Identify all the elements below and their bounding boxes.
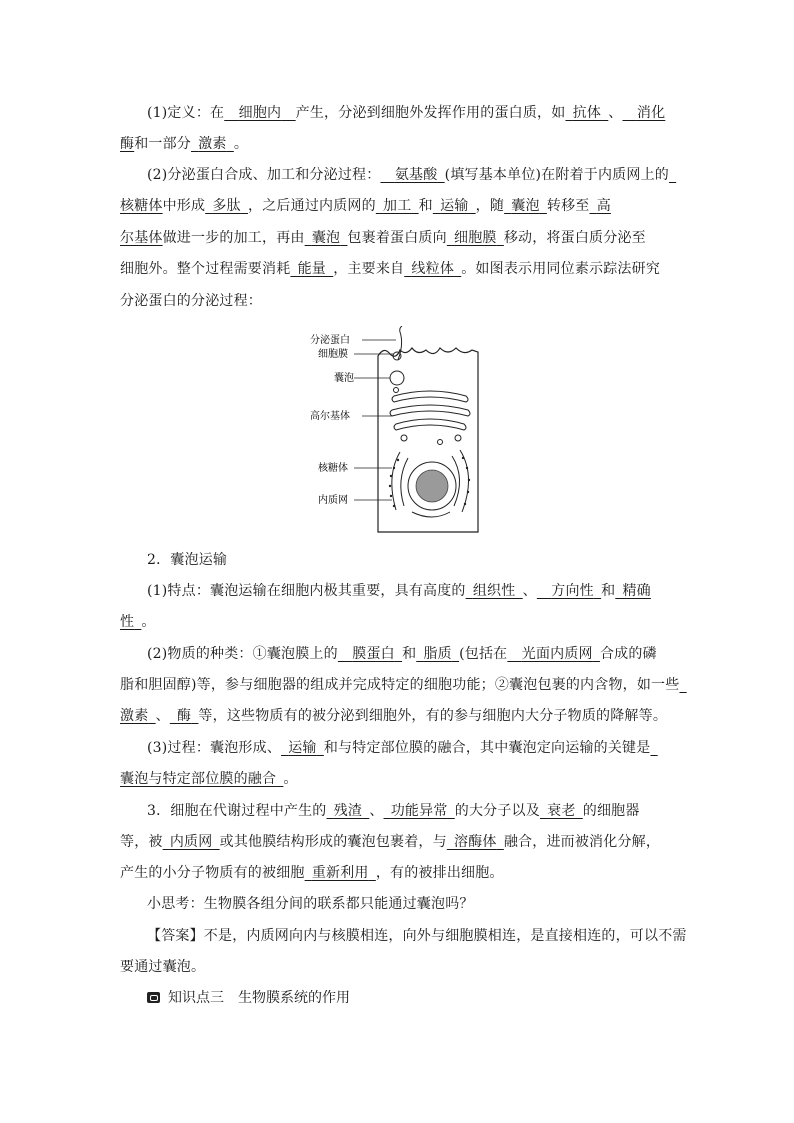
section-3-line-2: 等，被 内质网 或其他膜结构形成的囊泡包裹着，与 溶酶体 融合，进而被消化分解， bbox=[120, 834, 661, 850]
process-line-5: 分泌蛋白的分泌过程： bbox=[120, 293, 262, 309]
process-steps-line-2: 囊泡与特定部位膜的融合 。 bbox=[120, 771, 298, 787]
label-er: 内质网 bbox=[318, 495, 348, 506]
cell-outline bbox=[378, 348, 478, 532]
section-2-title: 2．囊泡运输 bbox=[147, 552, 228, 568]
types-line-1: (2)物质的种类：①囊泡膜上的 膜蛋白 和 脂质 (包括在 光面内质网 合成的磷 bbox=[147, 646, 657, 662]
secreted-protein-strand bbox=[398, 326, 402, 360]
definition-line-2: 酶和一部分 激素 。 bbox=[120, 136, 249, 152]
label-cell-membrane: 细胞膜 bbox=[318, 349, 348, 360]
answer-line-1: 【答案】不是，内质网向内与核膜相连，向外与细胞膜相连，是直接相连的，可以不需 bbox=[147, 928, 687, 944]
think-question: 小思考：生物膜各组分间的联系都只能通过囊泡吗？ bbox=[147, 896, 474, 912]
nucleolus bbox=[416, 470, 448, 502]
process-line-1: (2)分泌蛋白合成、加工和分泌过程： 氨基酸 (填写基本单位)在附着于内质网上的 bbox=[147, 167, 669, 183]
section-3-line-1: 3．细胞在代谢过程中产生的 残渣 、 功能异常 的大分子以及 衰老 的细胞器 bbox=[147, 803, 640, 819]
label-vesicle: 囊泡 bbox=[334, 373, 354, 384]
label-secreted-protein: 分泌蛋白 bbox=[310, 335, 350, 346]
process-steps-line-1: (3)过程：囊泡形成、 运输 和与特定部位膜的融合，其中囊泡定向运输的关键是 bbox=[147, 740, 651, 756]
answer-line-2: 要通过囊泡。 bbox=[120, 959, 206, 975]
types-line-3: 激素 、 酶 等，这些物质有的被分泌到细胞外，有的参与细胞内大分子物质的降解等。 bbox=[120, 708, 668, 724]
feature-line-2: 性 。 bbox=[120, 614, 156, 630]
label-golgi: 高尔基体 bbox=[310, 411, 350, 422]
section-marker-icon bbox=[147, 992, 160, 1003]
feature-line-1: (1)特点：囊泡运输在细胞内极其重要，具有高度的 组织性 、 方向性 和 精确 bbox=[147, 583, 651, 599]
vesicle bbox=[390, 371, 404, 385]
process-line-3: 尔基体做进一步的加工，再由 囊泡 包裹着蛋白质向 细胞膜 移动，将蛋白质分泌至 bbox=[120, 230, 646, 246]
types-line-2: 脂和胆固醇)等，参与细胞器的组成并完成特定的细胞功能；②囊泡包裹的内含物，如一些 bbox=[120, 677, 680, 693]
process-line-2: 核糖体中形成 多肽 ，之后通过内质网的 加工 和 运输 ，随 囊泡 转移至 高 bbox=[120, 198, 611, 214]
definition-line-1: (1)定义：在 细胞内 产生，分泌到细胞外发挥作用的蛋白质，如 抗体 、 消化 bbox=[147, 105, 666, 121]
golgi-apparatus bbox=[390, 388, 470, 445]
knowledge-point-heading: 知识点三 生物膜系统的作用 bbox=[147, 988, 350, 1008]
process-line-4: 细胞外。整个过程需要消耗 能量 ，主要来自 线粒体 。如图表示用同位素示踪法研究 bbox=[120, 261, 661, 277]
secretory-protein-diagram bbox=[300, 326, 500, 538]
section-3-line-3: 产生的小分子物质有的被细胞 重新利用 ，有的被排出细胞。 bbox=[120, 865, 504, 881]
label-ribosome: 核糖体 bbox=[318, 463, 348, 474]
